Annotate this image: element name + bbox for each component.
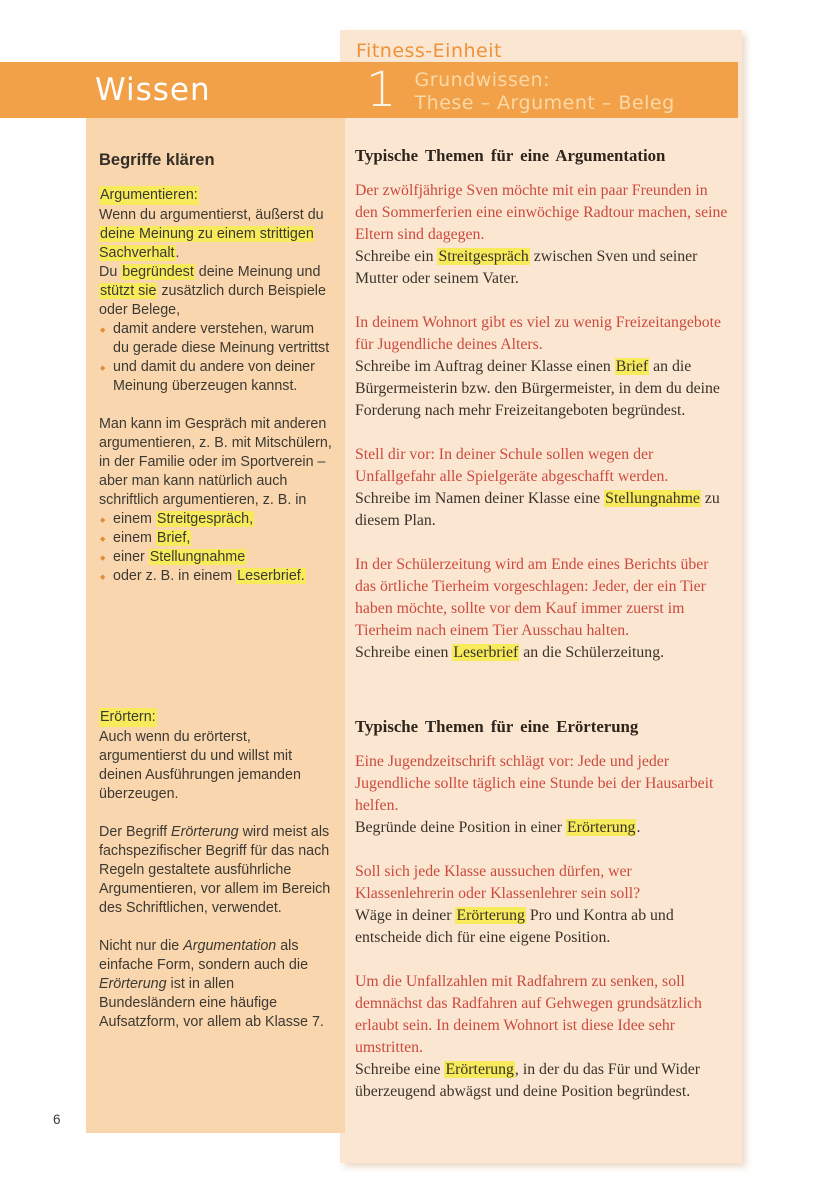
unit-title — [415, 69, 675, 115]
argumentieren-paragraph-2: Du begründest deine Meinung und stützt sie zusätzlich durch Beispiele oder Belege, — [99, 264, 326, 318]
argumentieren-paragraph-1: Wenn du argumentierst, äußerst du deine Meinung zu einem strittigen Sachverhalt. — [99, 207, 324, 261]
list-item: ◆ damit andere verstehen, warum du gerade diese Meinung vertrittst — [99, 320, 333, 358]
term-eroertern — [99, 708, 333, 728]
topic-situation: Soll sich jede Klasse aussuchen dürfen, wer Klassenlehrerin oder Klassenlehrer sein soll? — [355, 863, 641, 902]
topic-task: Schreibe im Auftrag deiner Klasse einen Brief an die Bürgermeisterin bzw. den Bürgermeister, in dem du deine Forderung nach mehr Freizeitangeboten begründest. — [355, 358, 720, 419]
unit-number: 1 — [366, 62, 397, 118]
term-label: Erörtern: — [100, 709, 156, 725]
eroerterung-topic-3 — [355, 971, 733, 1103]
left-column-heading: Begriffe klären — [99, 151, 215, 169]
eroertern-section — [99, 708, 333, 1032]
argumentation-topic-3 — [355, 444, 733, 532]
eroerterung-topic-1 — [355, 751, 733, 839]
unit-title-line1: Grundwissen: — [414, 69, 550, 91]
argumentation-topic-1 — [355, 180, 733, 290]
topic-task: Schreibe einen Leserbrief an die Schülerzeitung. — [355, 644, 665, 661]
list-item: ◆ einem Brief, — [99, 529, 333, 548]
list-item: ◆ und damit du andere von deiner Meinung überzeugen kannst. — [99, 358, 333, 396]
topic-task: Begründe deine Position in einer Erörterung. — [355, 819, 641, 836]
topic-task: Schreibe im Namen deiner Klasse eine Stellungnahme zu diesem Plan. — [355, 490, 720, 529]
section-heading-argumentation: Typische Themen für eine Argumentation — [355, 146, 666, 165]
topic-task: Schreibe eine Erörterung, in der du das Für und Wider überzeugend abwägst und deine Position begründest. — [355, 1061, 701, 1100]
unit-title-line2: These – Argument – Beleg — [414, 92, 675, 114]
eroertern-paragraph-3: Nicht nur die Argumentation als einfache Form, sondern auch die Erörterung ist in allen Bundesländern eine häufige Aufsatzform, vor allem ab Klasse 7. — [99, 938, 324, 1030]
unit-block — [366, 64, 675, 116]
eroerterung-topic-2 — [355, 861, 733, 949]
unit-kicker: Fitness-Einheit — [356, 40, 502, 62]
term-argumentieren — [99, 186, 333, 206]
topic-situation: Eine Jugendzeitschrift schlägt vor: Jede und jeder Jugendliche sollte täglich eine Stunde bei der Hausarbeit helfen. — [355, 753, 714, 814]
page-number: 6 — [53, 1112, 61, 1127]
topic-task: Wäge in deiner Erörterung Pro und Kontra ab und entscheide dich für eine eigene Position. — [355, 907, 674, 946]
topic-situation: In deinem Wohnort gibt es viel zu wenig Freizeitangebote für Jugendliche deines Alters. — [355, 314, 722, 353]
chapter-title: Wissen — [95, 72, 211, 108]
topic-task: Schreibe ein Streitgespräch zwischen Sven und seiner Mutter oder seinem Vater. — [355, 248, 698, 287]
topic-situation: In der Schülerzeitung wird am Ende eines Berichts über das örtliche Tierheim vorgeschlagen: Jeder, der ein Tier haben möchte, sollte vor dem Kauf immer zuerst im Tierheim nach einem Tier Ausschau halten. — [355, 556, 709, 639]
topic-situation: Stell dir vor: In deiner Schule sollen wegen der Unfallgefahr alle Spielgeräte abgeschafft werden. — [355, 446, 669, 485]
argumentieren-paragraph-3: Man kann im Gespräch mit anderen argumentieren, z. B. mit Mitschülern, in der Familie oder im Sportverein – aber man kann natürlich auch schriftlich argumentieren, z. B. in — [99, 416, 332, 508]
right-column-content — [355, 145, 733, 1125]
eroertern-paragraph-1: Auch wenn du erörterst, argumentierst du und willst mit deinen Ausführungen jemanden überzeugen. — [99, 729, 301, 802]
topic-situation: Um die Unfallzahlen mit Radfahrern zu senken, soll demnächst das Radfahren auf Gehwegen grundsätzlich erlaubt sein. In deinem Wohnort ist diese Idee sehr umstritten. — [355, 973, 702, 1056]
argumentation-topic-4 — [355, 554, 733, 664]
topic-situation: Der zwölfjährige Sven möchte mit ein paar Freunden in den Sommerferien eine einwöchige Radtour machen, seine Eltern sind dagegen. — [355, 182, 728, 243]
eroertern-paragraph-2: Der Begriff Erörterung wird meist als fachspezifischer Begriff für das nach Regeln gestaltete ausführliche Argumentieren, vor allem im Bereich des Schriftlichen, verwendet. — [99, 824, 331, 916]
left-column — [86, 118, 345, 1133]
argumentieren-purpose-list — [99, 320, 333, 396]
argumentieren-forms-list — [99, 510, 333, 586]
argumentation-topic-2 — [355, 312, 733, 422]
section-heading-eroerterung: Typische Themen für eine Erörterung — [355, 717, 639, 736]
list-item: ◆ einem Streitgespräch, — [99, 510, 333, 529]
list-item: ◆ oder z. B. in einem Leserbrief. — [99, 567, 333, 586]
right-panel — [340, 30, 742, 1163]
term-label: Argumentieren: — [100, 187, 198, 203]
chapter-banner — [0, 62, 738, 118]
list-item: ◆ einer Stellungnahme — [99, 548, 333, 567]
